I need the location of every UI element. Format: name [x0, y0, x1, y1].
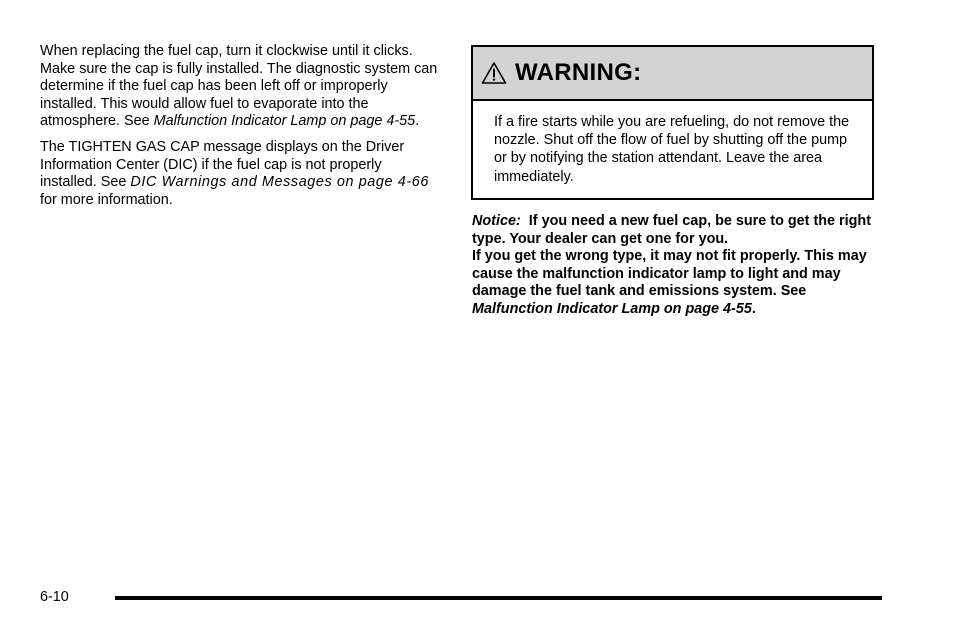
footer-rule — [115, 596, 882, 600]
notice-line1 — [472, 213, 872, 248]
notice-text: If you get the wrong type, it may not fit properly. This may cause the malfunction indicator lamp to light and may damage the fuel tank and emissions system. See — [472, 248, 867, 300]
notice-line2 — [472, 248, 872, 318]
warning-title: WARNING: — [515, 59, 642, 86]
paragraph-text: The TIGHTEN GAS CAP message displays on the Driver Information Center (DIC) if the fuel cap is not properly installed. See — [40, 138, 405, 191]
cross-reference-link[interactable]: DIC Warnings and Messages on page 4-66 — [130, 174, 429, 191]
notice-label: Notice: — [472, 213, 521, 229]
paragraph-tail: . — [415, 113, 420, 130]
page-number: 6-10 — [40, 589, 69, 605]
warning-box — [471, 45, 874, 200]
paragraph-tail: for more information. — [40, 191, 173, 208]
warning-body: If a fire starts while you are refueling, do not remove the nozzle. Shut off the flow of fuel by shutting off the pump or by notifying the station attendant. Leave the area immediately. — [494, 114, 850, 185]
tighten-gas-cap-paragraph — [40, 139, 442, 209]
warning-triangle-icon — [481, 61, 507, 85]
notice-block — [472, 213, 872, 319]
notice-tail: . — [751, 300, 756, 317]
cross-reference-link[interactable]: Malfunction Indicator Lamp on page 4-55 — [472, 300, 752, 317]
fuel-cap-paragraph — [40, 43, 442, 131]
cross-reference-link[interactable]: Malfunction Indicator Lamp on page 4-55 — [153, 113, 416, 130]
warning-header — [473, 47, 872, 101]
paragraph-text: When replacing the fuel cap, turn it clockwise until it clicks. Make sure the cap is fully installed. The diagnostic system can determine if the fuel cap has been left off or improperly installed. This would allow fuel to evaporate into the atmosphere. See — [40, 43, 438, 130]
notice-text: If you need a new fuel cap, be sure to get the right type. Your dealer can get one for you. — [472, 213, 872, 247]
left-column — [40, 43, 442, 217]
